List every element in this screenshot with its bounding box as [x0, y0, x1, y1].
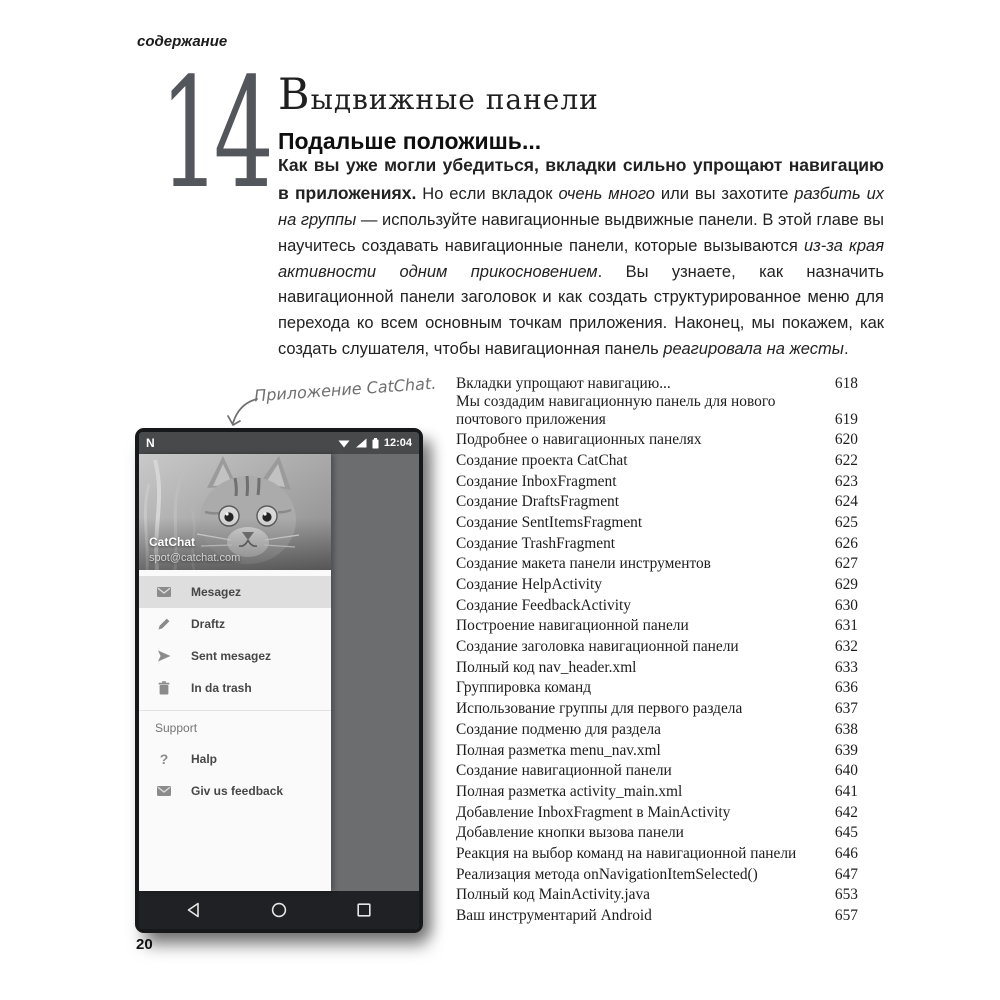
intro-italic: из-за края активности одним прикосновением: [278, 236, 885, 281]
toc-entry: [456, 801, 858, 822]
toc-entry-page: 619: [834, 410, 858, 428]
navigation-drawer: [139, 454, 331, 891]
pencil-icon: [155, 615, 173, 633]
toc-list: [456, 372, 858, 925]
toc-entry-title: Использование группы для первого раздела: [456, 700, 743, 718]
toc-entry-title: Добавление кнопки вызова панели: [456, 824, 684, 842]
status-bar-right: [338, 437, 412, 449]
menu-item-help[interactable]: [139, 743, 331, 775]
menu-section-label: Support: [155, 721, 198, 735]
toc-entry-page: 625: [834, 513, 858, 531]
toc-entry-page: 633: [834, 658, 858, 676]
toc-entry-title: Создание FeedbackActivity: [456, 596, 631, 614]
menu-item-label: Mesagez: [191, 585, 242, 599]
toc-entry: [456, 718, 858, 739]
toc-entry-page: 630: [834, 596, 858, 614]
chapter-header: [278, 72, 599, 155]
toc-entry-title: Полный код nav_header.xml: [456, 658, 637, 676]
menu-item-label: Sent mesagez: [191, 649, 272, 663]
menu-item-label: Halp: [191, 752, 218, 766]
dimmed-activity-area[interactable]: [331, 454, 419, 891]
toc-entry-title: Создание DraftsFragment: [456, 493, 620, 511]
back-icon: [186, 902, 201, 918]
toc-entry-page: 620: [834, 431, 858, 449]
notification-icon: N: [146, 436, 156, 450]
toc-entry: [456, 573, 858, 594]
toc-entry: [456, 759, 858, 780]
chapter-title: Выдвижные панели: [278, 70, 599, 120]
intro-text: — используйте навигационные выдвижные панели. В этой главе вы научитесь создавать навигационные панели, которые вызываются: [278, 210, 884, 255]
intro-italic: реагировала на жесты: [663, 340, 844, 359]
toc-entry: [456, 470, 858, 491]
phone-mockup: [135, 428, 423, 933]
chapter-intro-paragraph: [278, 152, 884, 363]
toc-entry-page: 626: [834, 534, 858, 552]
battery-icon: [372, 438, 379, 449]
toc-entry: [456, 532, 858, 553]
toc-entry: [456, 372, 858, 393]
running-head: содержание: [137, 33, 228, 50]
toc-entry-title: Создание подменю для раздела: [456, 720, 661, 738]
envelope-icon: [155, 782, 173, 800]
toc-entry-title: Реализация метода onNavigationItemSelected(): [456, 865, 758, 883]
menu-item-feedback[interactable]: [139, 775, 331, 807]
drawer-app-name: CatChat: [149, 535, 196, 549]
recents-button[interactable]: [344, 891, 384, 929]
menu-item-label: Giv us feedback: [191, 784, 284, 798]
send-icon: [155, 647, 173, 665]
toc-entry-title: Построение навигационной панели: [456, 617, 689, 635]
drawer-header[interactable]: [139, 454, 331, 570]
toc-entry-page: 641: [834, 782, 858, 800]
menu-item-label: Draftz: [191, 617, 226, 631]
toc-entry-title: Создание SentItemsFragment: [456, 513, 643, 531]
toc-entry: [456, 677, 858, 698]
toc-entry-title: Создание InboxFragment: [456, 472, 617, 490]
toc-entry-title: Полная разметка menu_nav.xml: [456, 741, 661, 759]
toc-entry: [456, 884, 858, 905]
toc-entry-title: Вкладки упрощают навигацию...: [456, 374, 671, 392]
toc-entry: [456, 863, 858, 884]
home-icon: [271, 902, 287, 918]
toc-entry-title: Ваш инструментарий Android: [456, 907, 652, 925]
screen-body: [139, 454, 419, 891]
status-bar: [139, 432, 419, 454]
toc-entry-page: 642: [834, 803, 858, 821]
toc-entry: [456, 615, 858, 636]
toc-entry-title: Создание TrashFragment: [456, 534, 616, 552]
toc-entry-title: Полная разметка activity_main.xml: [456, 782, 683, 800]
toc-entry-page: 639: [834, 741, 858, 759]
toc-entry-page: 636: [834, 679, 858, 697]
recents-icon: [357, 903, 371, 917]
curved-arrow-icon: [227, 396, 259, 430]
toc-entry: [456, 635, 858, 656]
signal-icon: [355, 438, 367, 448]
toc-entry: [456, 780, 858, 801]
toc-entry-page: 624: [834, 493, 858, 511]
toc-entry: [456, 697, 858, 718]
toc-entry-page: 632: [834, 638, 858, 656]
toc-entry-page: 631: [834, 617, 858, 635]
clock: 12:04: [383, 437, 412, 449]
menu-item-trash[interactable]: [139, 672, 331, 704]
page-number: 20: [136, 936, 153, 953]
chapter-number: 14: [160, 45, 268, 222]
toc-entry-title: Создание заголовка навигационной панели: [456, 638, 739, 656]
menu-item-sent[interactable]: [139, 640, 331, 672]
intro-text: .: [843, 340, 849, 359]
toc-entry: [456, 821, 858, 842]
toc-entry-title: Создание макета панели инструментов: [456, 555, 711, 573]
toc-entry-page: 622: [834, 451, 858, 469]
toc-entry-title: Реакция на выбор команд на навигационной панели: [456, 844, 797, 862]
toc-entry-title: Добавление InboxFragment в MainActivity: [456, 803, 731, 821]
toc-entry-page: 629: [834, 576, 858, 594]
toc-entry: [456, 428, 858, 449]
toc-entry-page: 647: [834, 865, 858, 883]
toc-entry-title: Мы создадим навигационную панель для нового почтового приложения: [456, 392, 776, 428]
toc-entry-title: Создание проекта CatChat: [456, 451, 628, 469]
toc-entry-page: 657: [834, 907, 858, 925]
toc-entry: [456, 449, 858, 470]
toc-entry-page: 627: [834, 555, 858, 573]
toc-entry-page: 640: [834, 762, 858, 780]
drawer-account-email: spot@catchat.com: [149, 552, 241, 564]
intro-italic: разбить их на группы: [278, 184, 885, 229]
toc-entry: [456, 553, 858, 574]
toc-entry-title: Группировка команд: [456, 679, 592, 697]
intro-text: или вы захотите: [654, 184, 795, 203]
toc-entry: [456, 739, 858, 760]
intro-lead: Как вы уже могли убедиться, вкладки сильно упрощают навигацию в приложениях.: [278, 155, 884, 203]
phone-screen: [139, 432, 419, 929]
toc-entry-title: Полный код MainActivity.java: [456, 886, 650, 904]
handwritten-annotation: Приложение CatChat.: [253, 373, 437, 406]
toc-entry-page: 637: [834, 700, 858, 718]
android-nav-bar: [139, 891, 419, 929]
menu-item-drafts[interactable]: [139, 608, 331, 640]
intro-text: Но если вкладок: [416, 184, 559, 203]
trash-icon: [155, 679, 173, 697]
toc-entry: [456, 393, 858, 429]
toc-entry-page: 646: [834, 844, 858, 862]
toc-entry: [456, 490, 858, 511]
toc-entry: [456, 511, 858, 532]
toc-entry: [456, 656, 858, 677]
toc-entry: [456, 842, 858, 863]
toc-entry-title: Подробнее о навигационных панелях: [456, 431, 702, 449]
toc-entry-page: 623: [834, 472, 858, 490]
envelope-icon: [155, 583, 173, 601]
back-button[interactable]: [174, 891, 214, 929]
intro-italic: очень много: [558, 184, 655, 203]
toc-entry-page: 618: [834, 374, 858, 392]
intro-text: . Вы узнаете, как назначить навигационной панели заголовок и как создать структурированное меню для перехода ко всем основным точкам приложения. Наконец, мы покажем, как создать слушателя, чтобы навигационная панель: [278, 262, 884, 359]
home-button[interactable]: [259, 891, 299, 929]
question-mark-icon: ?: [159, 751, 169, 767]
toc-entry-page: 645: [834, 824, 858, 842]
chapter-subtitle: Подальше положишь...: [278, 128, 542, 155]
menu-item-messages[interactable]: [139, 576, 331, 608]
menu-item-label: In da trash: [191, 681, 252, 695]
toc-entry-title: Создание навигационной панели: [456, 762, 672, 780]
toc-entry-page: 653: [834, 886, 858, 904]
drawer-menu: [139, 570, 331, 807]
toc-entry-page: 638: [834, 720, 858, 738]
wifi-icon: [338, 438, 350, 448]
toc-entry-title: Создание HelpActivity: [456, 576, 602, 594]
toc-entry: [456, 594, 858, 615]
toc-entry: [456, 904, 858, 925]
